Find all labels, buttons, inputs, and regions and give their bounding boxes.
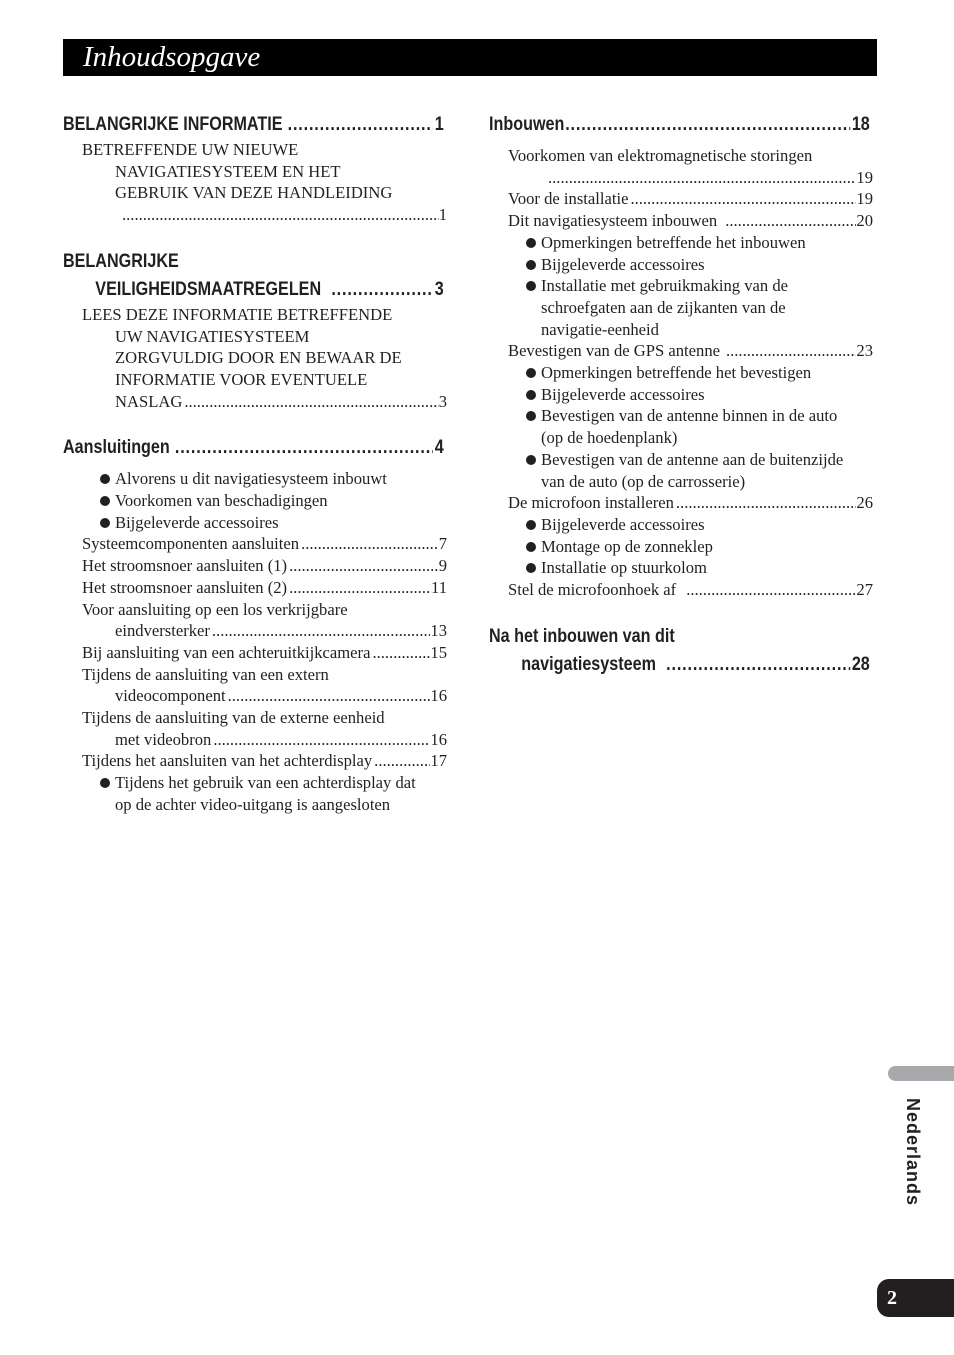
toc-entry[interactable]: Bevestigen van de GPS antenne ..... 23: [489, 340, 873, 362]
toc-section-aansluitingen[interactable]: Aansluitingen ..... 4: [63, 434, 444, 462]
toc-bullet-entry[interactable]: Bijgeleverde accessoires: [489, 384, 873, 406]
page-number-tab: [877, 1279, 954, 1317]
bullet-icon: [526, 368, 536, 378]
toc-page-number: 7: [438, 534, 447, 554]
toc-bullet-entry[interactable]: Bijgeleverde accessoires: [489, 254, 873, 276]
toc-section-veiligheidsmaatregelen[interactable]: BELANGRIJKE VEILIGHEIDSMAATREGELEN ..... 3: [63, 248, 444, 304]
toc-entry[interactable]: Het stroomsnoer aansluiten (1) ..... 9: [63, 555, 447, 577]
bullet-icon: [526, 411, 536, 421]
bullet-icon: [526, 238, 536, 248]
toc-page-number: 9: [438, 556, 447, 576]
bullet-icon: [100, 518, 110, 528]
page-title: Inhoudsopgave: [83, 41, 261, 73]
toc-page-number: 3: [438, 391, 447, 411]
toc-page-number: 4: [434, 437, 444, 459]
toc-page-number: 28: [851, 653, 870, 675]
toc-section-inbouwen[interactable]: Inbouwen ..... 18: [489, 111, 870, 139]
toc-entry[interactable]: Voor de installatie ..... 19: [489, 188, 873, 210]
toc-page-number: 26: [856, 493, 873, 513]
toc-entry[interactable]: Bij aansluiting van een achteruitkijkcamera ..... 15: [63, 642, 447, 664]
page-number: 2: [887, 1287, 897, 1309]
toc-bullet-entry[interactable]: Alvorens u dit navigatiesysteem inbouwt: [63, 468, 447, 490]
toc-entry[interactable]: Systeemcomponenten aansluiten ..... 7: [63, 533, 447, 555]
language-tab: [888, 1066, 954, 1081]
toc-bullet-entry[interactable]: Bevestigen van de antenne aan de buitenzijde van de auto (op de carrosserie): [489, 449, 873, 492]
toc-page-number: 16: [430, 686, 447, 706]
toc-entry[interactable]: Dit navigatiesysteem inbouwen ..... 20: [489, 210, 873, 232]
toc-entry[interactable]: Het stroomsnoer aansluiten (2) ..... 11: [63, 577, 447, 599]
toc-entry[interactable]: De microfoon installeren ..... 26: [489, 492, 873, 514]
toc-bullet-entry[interactable]: Installatie op stuurkolom: [489, 557, 873, 579]
toc-bullet-entry[interactable]: Bevestigen van de antenne binnen in de auto (op de hoedenplank): [489, 405, 873, 448]
bullet-icon: [100, 496, 110, 506]
toc-page-number: 3: [434, 278, 444, 300]
toc-bullet-entry[interactable]: Opmerkingen betreffende het inbouwen: [489, 232, 873, 254]
toc-page-number: 19: [856, 189, 873, 209]
toc-section-belangrijke-informatie[interactable]: BELANGRIJKE INFORMATIE ..... 1: [63, 111, 444, 139]
toc-page-number: 18: [851, 114, 870, 135]
bullet-icon: [100, 474, 110, 484]
toc-page-number: 1: [434, 114, 444, 135]
bullet-icon: [526, 455, 536, 465]
toc-bullet-entry[interactable]: Bijgeleverde accessoires: [63, 512, 447, 534]
toc-entry[interactable]: Tijdens de aansluiting van de externe eenheid met videobron ..... 16: [63, 707, 447, 750]
toc-left-column: [63, 111, 447, 816]
toc-page-number: 19: [856, 167, 873, 187]
toc-bullet-entry[interactable]: Installatie met gebruikmaking van de schroefgaten aan de zijkanten van de navigatie-eenheid: [489, 275, 873, 340]
toc-page-number: 1: [438, 205, 447, 225]
bullet-icon: [526, 520, 536, 530]
toc-entry[interactable]: Tijdens het aansluiten van het achterdisplay ..... 17: [63, 750, 447, 772]
toc-right-column: [489, 111, 873, 679]
toc-bullet-entry[interactable]: Opmerkingen betreffende het bevestigen: [489, 362, 873, 384]
toc-entry[interactable]: Voor aansluiting op een los verkrijgbare eindversterker ..... 13: [63, 599, 447, 642]
toc-page-number: 16: [430, 729, 447, 749]
toc-bullet-entry[interactable]: Tijdens het gebruik van een achterdisplay dat op de achter video-uitgang is aangesloten: [63, 772, 447, 815]
toc-page-number: 27: [856, 580, 873, 600]
bullet-icon: [526, 542, 536, 552]
toc-entry-betreffende[interactable]: BETREFFENDE UW NIEUWE NAVIGATIESYSTEEM EN HET GEBRUIK VAN DEZE HANDLEIDING ..... 1: [63, 139, 447, 226]
bullet-icon: [526, 281, 536, 291]
bullet-icon: [100, 778, 110, 788]
toc-bullet-entry[interactable]: Bijgeleverde accessoires: [489, 514, 873, 536]
toc-entry[interactable]: Tijdens de aansluiting van een extern videocomponent ..... 16: [63, 664, 447, 707]
bullet-icon: [526, 390, 536, 400]
toc-page-number: 15: [430, 642, 447, 662]
bullet-icon: [526, 563, 536, 573]
toc-bullet-entry[interactable]: Voorkomen van beschadigingen: [63, 490, 447, 512]
toc-page-number: 11: [431, 577, 447, 597]
toc-entry[interactable]: Stel de microfoonhoek af ..... 27: [489, 579, 873, 601]
toc-page-number: 17: [430, 751, 447, 771]
bullet-icon: [526, 260, 536, 270]
toc-page-number: 13: [430, 621, 447, 641]
language-label: Nederlands: [903, 1098, 923, 1207]
toc-page-number: 23: [856, 341, 873, 361]
toc-bullet-entry[interactable]: Montage op de zonneklep: [489, 536, 873, 558]
toc-page-number: 20: [856, 211, 873, 231]
toc-entry[interactable]: Voorkomen van elektromagnetische storingen ..... 19: [489, 145, 873, 188]
page-header-bar: [63, 39, 877, 76]
toc-entry-lees-deze-informatie[interactable]: LEES DEZE INFORMATIE BETREFFENDE UW NAVIGATIESYSTEEM ZORGVULDIG DOOR EN BEWAAR DE INFORMATIE VOOR EVENTUELE NASLAG ..... 3: [63, 304, 447, 413]
toc-section-na-het-inbouwen[interactable]: Na het inbouwen van dit navigatiesysteem ..... 28: [489, 623, 870, 679]
